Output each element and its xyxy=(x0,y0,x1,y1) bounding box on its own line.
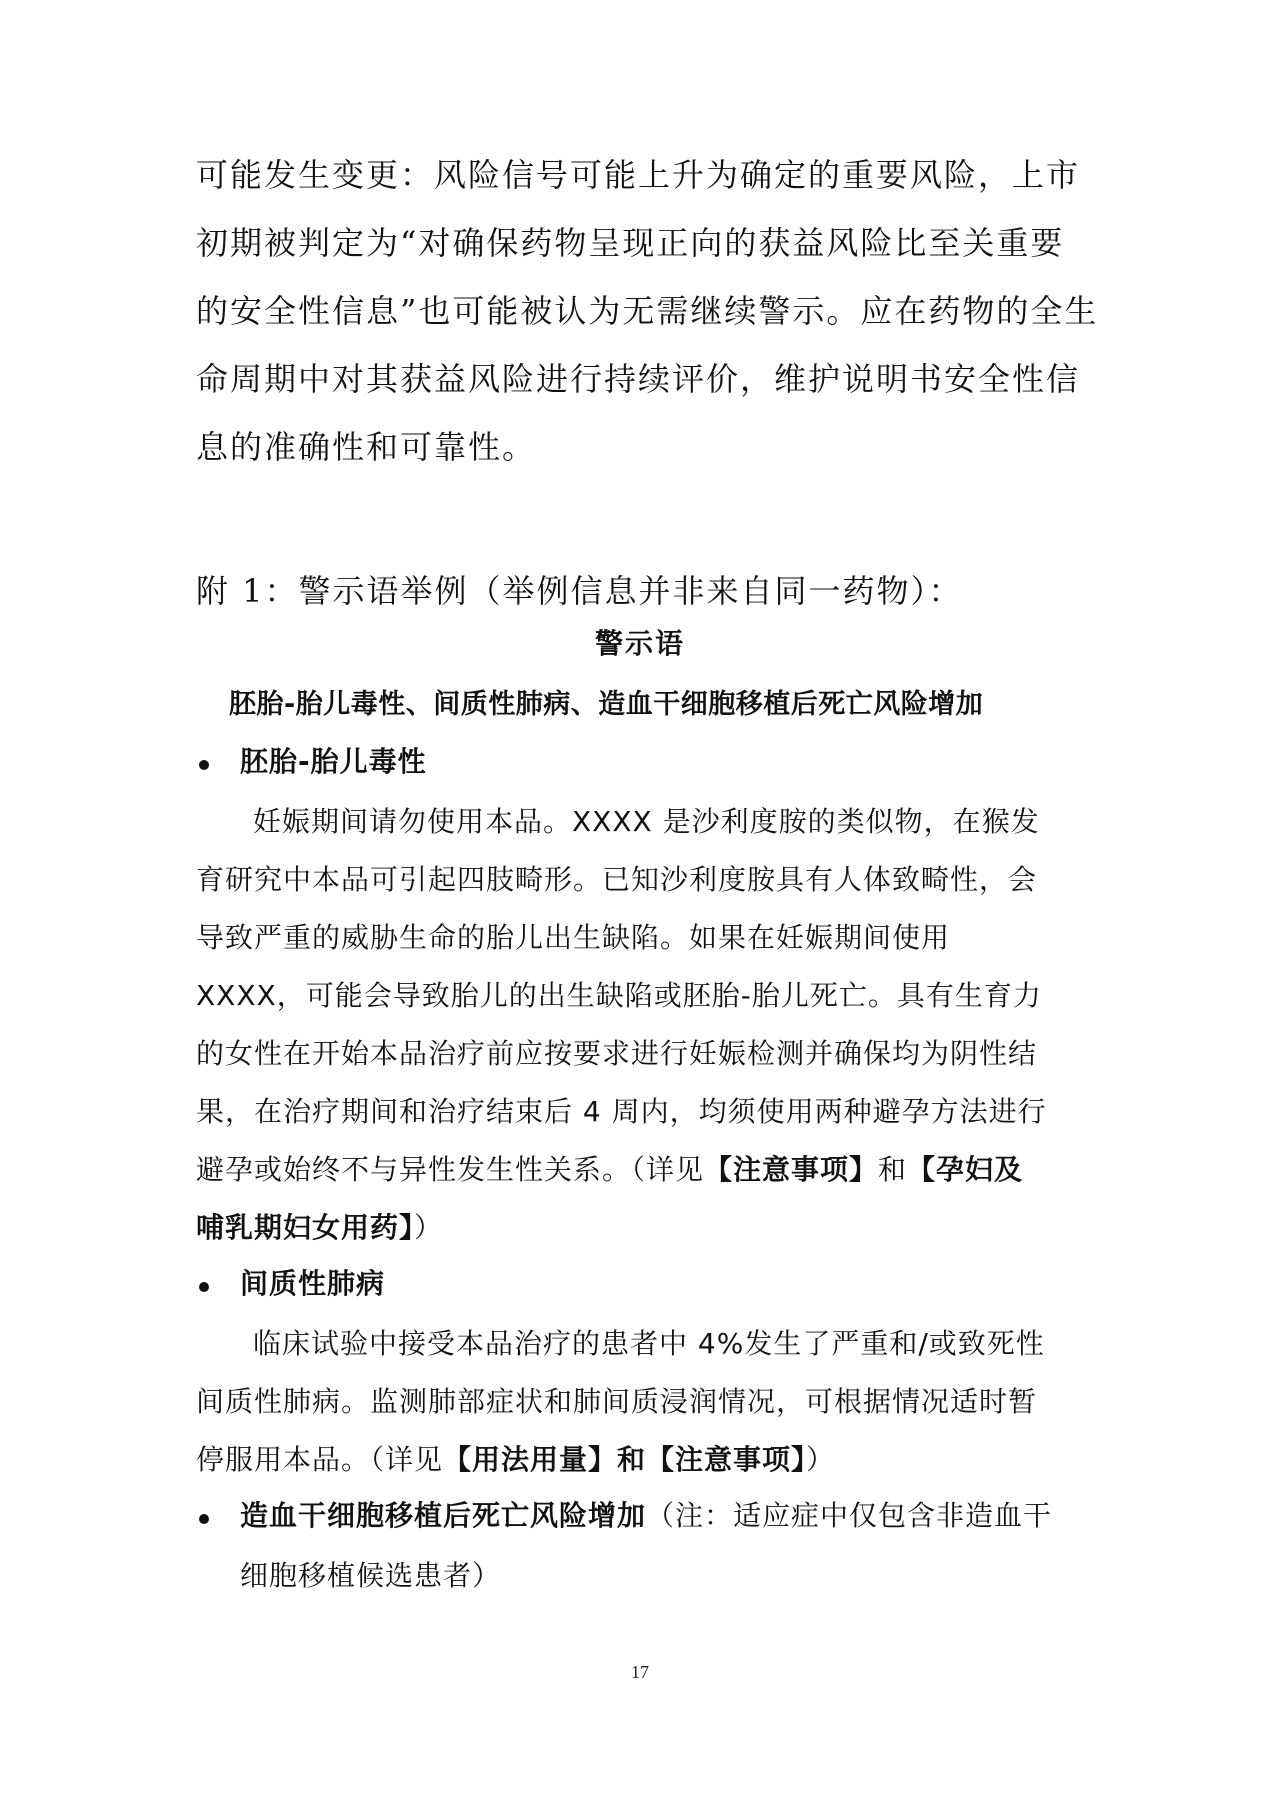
intro-line-1: 可能发生变更：风险信号可能上升为确定的重要风险，上市 xyxy=(196,156,1081,194)
intro-line-2: 初期被判定为“对确保药物呈现正向的获益风险比至关重要 xyxy=(196,224,1065,262)
bullet-icon xyxy=(199,1514,209,1524)
section1-line-3: 导致严重的威胁生命的胎儿出生缺陷。如果在妊娠期间使用 xyxy=(196,921,951,954)
intro-line-4: 命周期中对其获益风险进行持续评价，维护说明书安全性信 xyxy=(196,360,1081,398)
section1-line-7-ref-precautions: 【注意事项】 xyxy=(704,1153,879,1186)
appendix-heading: 附 1：警示语举例（举例信息并非来自同一药物）： xyxy=(196,572,963,610)
bullet-icon xyxy=(199,760,209,770)
section-heading-hsct-mortality: 造血干细胞移植后死亡风险增加 xyxy=(240,1499,647,1532)
section1-line-6: 果，在治疗期间和治疗结束后 4 周内，均须使用两种避孕方法进行 xyxy=(196,1095,1047,1128)
intro-line-3: 的安全性信息”也可能被认为无需继续警示。应在药物的全生 xyxy=(196,292,1099,330)
section2-line-1: 临床试验中接受本品治疗的患者中 4%发生了严重和/或致死性 xyxy=(253,1327,1045,1360)
section1-line-8 xyxy=(196,1206,443,1246)
warning-title: 警示语 xyxy=(594,627,685,660)
section1-line-5: 的女性在开始本品治疗前应按要求进行妊娠检测并确保均为阴性结 xyxy=(196,1037,1038,1070)
section2-line-2: 间质性肺病。监测肺部症状和肺间质浸润情况，可根据情况适时暂 xyxy=(196,1385,1038,1418)
section2-line-3-text: 停服用本品。（详见 xyxy=(196,1443,444,1476)
section1-line-4: XXXX，可能会导致胎儿的出生缺陷或胚胎-胎儿死亡。具有生育力 xyxy=(196,979,1042,1012)
section3-heading-line xyxy=(240,1494,1052,1534)
section-heading-interstitial-lung-disease: 间质性肺病 xyxy=(240,1267,386,1300)
section1-line-8-close: ） xyxy=(414,1211,444,1244)
section-heading-embryo-fetal-toxicity: 胚胎-胎儿毒性 xyxy=(240,745,427,778)
bullet-icon xyxy=(199,1282,209,1292)
section3-note-line-2: 细胞移植候选患者） xyxy=(240,1559,502,1592)
section1-line-8-ref-lactation: 哺乳期妇女用药】 xyxy=(196,1211,415,1244)
section1-line-1: 妊娠期间请勿使用本品。XXXX 是沙利度胺的类似物，在猴发 xyxy=(253,805,1040,838)
section1-line-7-ref-pregnancy: 【孕妇及 xyxy=(907,1153,1024,1186)
section2-line-3-close: ） xyxy=(806,1443,836,1476)
section3-note: （注：适应症中仅包含非造血干 xyxy=(646,1499,1053,1532)
warning-subtitle: 胚胎-胎儿毒性、间质性肺病、造血干细胞移植后死亡风险增加 xyxy=(229,689,984,720)
section1-line-7-and: 和 xyxy=(878,1153,908,1186)
section1-line-2: 育研究中本品可引起四肢畸形。已知沙利度胺具有人体致畸性，会 xyxy=(196,863,1038,896)
page-number: 17 xyxy=(631,1662,649,1682)
section2-line-3-refs: 【用法用量】和【注意事项】 xyxy=(443,1443,807,1476)
section1-line-7 xyxy=(196,1148,1023,1188)
intro-line-5: 息的准确性和可靠性。 xyxy=(196,428,537,466)
section1-line-7-text: 避孕或始终不与异性发生性关系。（详见 xyxy=(196,1153,705,1186)
section2-line-3 xyxy=(196,1438,835,1478)
